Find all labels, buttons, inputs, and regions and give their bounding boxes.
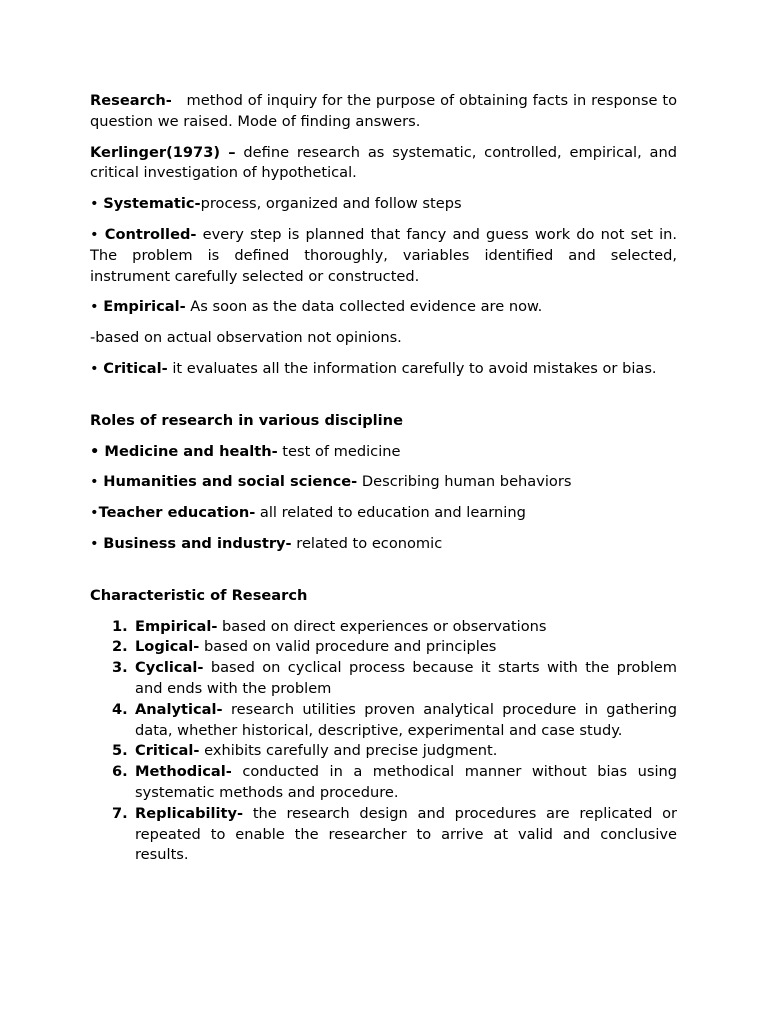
item-desc: research utilities proven analytical procedure in gathering data, whether historical, descriptive, experimental and case study. — [135, 700, 677, 739]
role-term: Teacher education- — [98, 504, 256, 522]
role-desc: test of medicine — [282, 442, 401, 460]
role-item — [90, 442, 677, 463]
attribute-term: Controlled- — [104, 225, 197, 243]
item-number: 7. — [112, 804, 128, 822]
research-term: Research- — [90, 92, 172, 109]
list-item — [90, 741, 677, 762]
item-term: Empirical- — [135, 617, 218, 635]
role-term: Humanities and social science- — [103, 473, 358, 491]
item-term: Replicability- — [135, 804, 244, 822]
characteristics-list — [90, 617, 677, 867]
role-desc: related to economic — [296, 534, 443, 552]
item-number: 6. — [112, 763, 128, 781]
roles-heading — [90, 411, 677, 432]
document-body — [90, 91, 677, 866]
bullet: • — [90, 504, 99, 522]
kerlinger-definition — [90, 143, 677, 185]
bullet: • — [90, 359, 104, 377]
attribute-desc: every step is planned that fancy and guess work do not set in. The problem is defined thoroughly, variables identified and selected, instrument carefully selected or constructed. — [90, 225, 678, 285]
bullet: • — [90, 534, 104, 552]
item-term: Cyclical- — [135, 659, 204, 677]
role-desc: Describing human behaviors — [361, 473, 572, 491]
bullet: • — [90, 195, 104, 213]
role-item — [90, 472, 677, 493]
item-number: 4. — [112, 700, 128, 718]
roles-heading-text: Roles of research in various discipline — [90, 411, 403, 429]
role-item — [90, 534, 677, 555]
item-desc: based on direct experiences or observations — [222, 617, 547, 635]
role-item — [90, 503, 677, 524]
list-item — [90, 637, 677, 658]
item-term: Methodical- — [135, 763, 232, 781]
attribute-controlled — [90, 225, 677, 287]
kerlinger-definition-text: define research as systematic, controlled, empirical, and critical investigation of hypothetical. — [90, 143, 678, 182]
empirical-note: -based on actual observation not opinions. — [90, 329, 402, 347]
item-desc: conducted in a methodical manner without bias using systematic methods and procedure. — [135, 763, 678, 801]
list-item — [90, 804, 677, 866]
item-desc: based on cyclical process because it starts with the problem and ends with the problem — [135, 659, 677, 697]
role-term: Business and industry- — [103, 534, 292, 552]
list-item — [90, 658, 677, 700]
characteristics-heading — [90, 586, 677, 607]
attribute-desc: process, organized and follow steps — [200, 195, 462, 213]
bullet: • — [90, 442, 105, 460]
item-number: 1. — [112, 617, 128, 635]
item-term: Logical- — [135, 638, 200, 656]
item-desc: based on valid procedure and principles — [203, 638, 497, 656]
item-desc: exhibits carefully and precise judgment. — [204, 742, 498, 760]
role-term: Medicine and health- — [104, 442, 278, 460]
bullet: • — [90, 225, 105, 243]
role-desc: all related to education and learning — [259, 504, 526, 522]
kerlinger-term: Kerlinger(1973) – — [90, 143, 236, 161]
bullet: • — [90, 473, 104, 491]
item-number: 2. — [112, 638, 128, 656]
attribute-term: Critical- — [103, 359, 168, 377]
list-item — [90, 617, 677, 638]
item-number: 3. — [112, 659, 128, 677]
characteristics-heading-text: Characteristic of Research — [90, 586, 308, 604]
attribute-desc: As soon as the data collected evidence are now. — [190, 298, 543, 316]
attribute-desc: it evaluates all the information carefully to avoid mistakes or bias. — [172, 359, 657, 377]
attribute-term: Empirical- — [103, 298, 186, 316]
item-number: 5. — [112, 742, 128, 760]
list-item — [90, 762, 677, 804]
bullet: • — [90, 298, 104, 316]
attribute-systematic — [90, 194, 677, 215]
research-definition — [90, 91, 677, 133]
list-item — [90, 700, 677, 742]
attribute-empirical — [90, 297, 677, 318]
item-desc: the research design and procedures are replicated or repeated to enable the researcher to arrive at valid and conclusive results. — [135, 804, 677, 864]
attribute-critical — [90, 359, 677, 380]
item-term: Critical- — [135, 742, 200, 760]
item-term: Analytical- — [135, 700, 223, 718]
research-definition-text: method of inquiry for the purpose of obtaining facts in response to question we raised. Mode of finding answers. — [90, 92, 678, 130]
attribute-term: Systematic- — [103, 195, 201, 213]
